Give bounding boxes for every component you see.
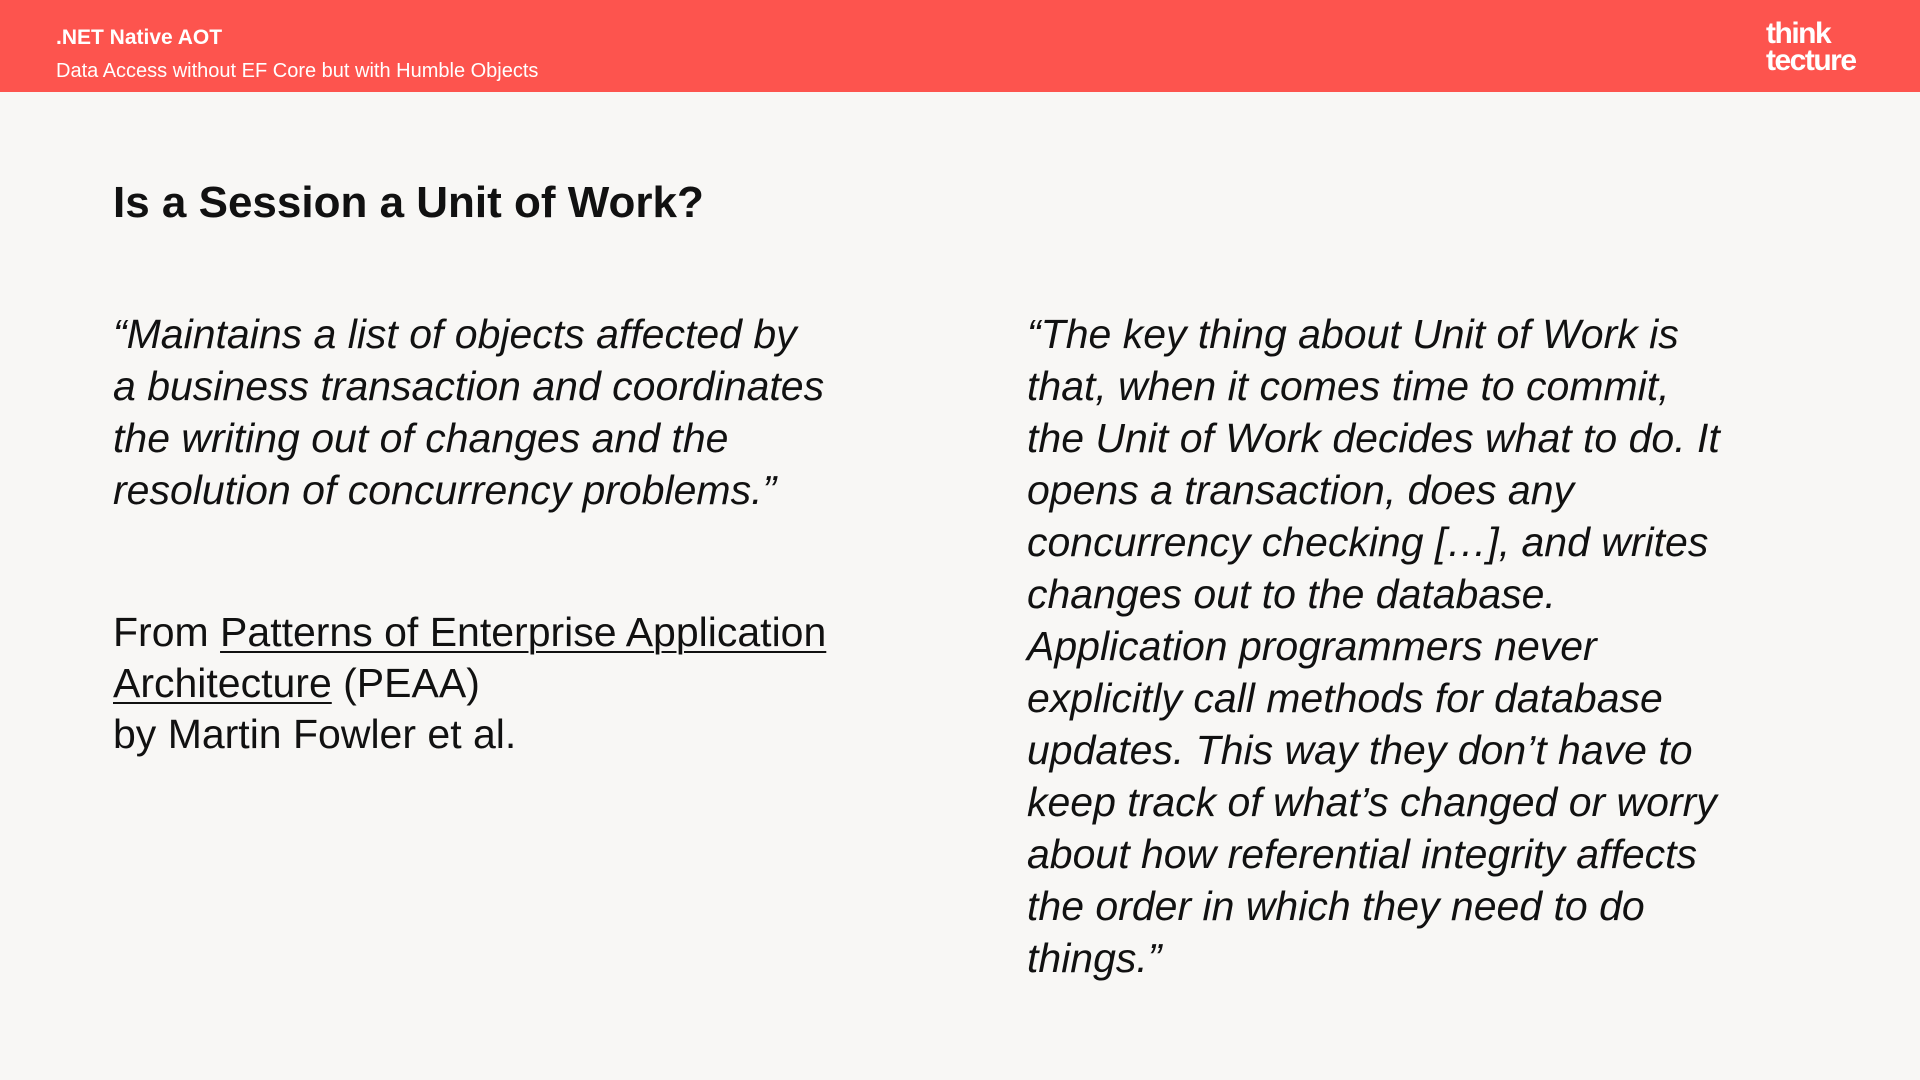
thinktecture-logo xyxy=(1766,17,1856,77)
source-from-prefix: From xyxy=(113,609,221,655)
right-quote xyxy=(1027,308,1857,984)
logo-line-think: think xyxy=(1766,17,1831,50)
slide-title: Is a Session a Unit of Work? xyxy=(113,178,704,227)
peaa-link-part1[interactable]: Patterns of Enterprise Application xyxy=(220,609,827,655)
source-abbrev: (PEAA) xyxy=(331,660,480,706)
left-quote-line: resolution of concurrency problems.” xyxy=(113,467,777,513)
right-quote-line: about how referential integrity affects xyxy=(1027,831,1698,877)
right-quote-line: Application programmers never xyxy=(1027,623,1597,669)
quote-source xyxy=(113,607,933,760)
left-quote-line: “Maintains a list of objects affected by xyxy=(113,311,797,357)
logo-line-tecture: tecture xyxy=(1766,44,1856,77)
left-quote-line: a business transaction and coordinates xyxy=(113,363,825,409)
header-title: .NET Native AOT xyxy=(56,26,223,49)
right-quote-line: explicitly call methods for database xyxy=(1027,675,1663,721)
source-line-1 xyxy=(113,607,933,658)
source-author: by Martin Fowler et al. xyxy=(113,711,517,757)
right-quote-line: things.” xyxy=(1027,935,1162,981)
header-bar xyxy=(0,0,1920,92)
right-quote-line: that, when it comes time to commit, xyxy=(1027,363,1670,409)
right-quote-line: the order in which they need to do xyxy=(1027,883,1645,929)
source-line-2 xyxy=(113,658,933,709)
peaa-link-part2[interactable]: Architecture xyxy=(113,660,332,706)
right-quote-line: changes out to the database. xyxy=(1027,571,1556,617)
right-quote-line: keep track of what’s changed or worry xyxy=(1027,779,1717,825)
left-quote-line: the writing out of changes and the xyxy=(113,415,729,461)
header-subtitle: Data Access without EF Core but with Humble Objects xyxy=(56,60,539,82)
right-quote-line: opens a transaction, does any xyxy=(1027,467,1575,513)
right-quote-line: concurrency checking […], and writes xyxy=(1027,519,1709,565)
right-quote-line: the Unit of Work decides what to do. It xyxy=(1027,415,1720,461)
right-quote-line: updates. This way they don’t have to xyxy=(1027,727,1693,773)
left-quote xyxy=(113,308,913,516)
right-quote-line: “The key thing about Unit of Work is xyxy=(1027,311,1679,357)
